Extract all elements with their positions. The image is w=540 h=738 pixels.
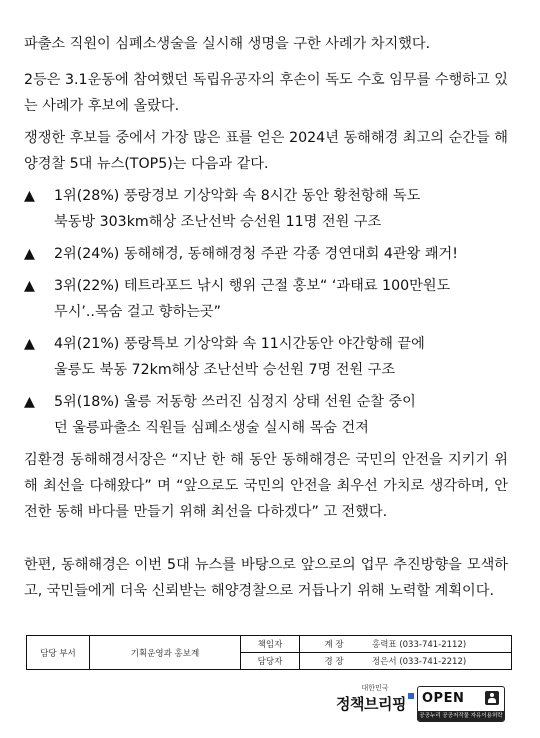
top5-item-3 (24, 273, 508, 325)
triangle-bullet-icon: ▲ (24, 188, 35, 204)
dept-value: 기획운영과 홍보계 (90, 636, 241, 670)
triangle-bullet-icon: ▲ (24, 394, 35, 410)
top5-item-4-line-1: 4위(21%) 풍랑특보 기상악화 속 11시간동안 야간항해 끝에 (54, 336, 425, 352)
policy-briefing-logo (336, 684, 414, 724)
top5-item-2-line-1: 2위(24%) 동해해경, 동해해경청 주관 각종 경연대회 4관왕 쾌거! (54, 246, 458, 262)
top5-item-5-line-2: 던 울릉파출소 직원들 심폐소생술 실시해 목숨 건져 (54, 420, 369, 436)
top5-item-1-line-1: 1위(28%) 풍랑경보 기상악화 속 8시간 동안 황천항해 독도 (54, 188, 421, 204)
role-cell: 담당자 (241, 653, 300, 670)
policy-briefing-logo-text (336, 693, 414, 715)
top5-item-2 (24, 241, 508, 267)
paragraph-quote: 김환경 동해해경서장은 “지난 한 해 동안 동해해경은 국민의 안전을 지키기 위해 최선을 다해왔다” 며 “앞으로도 국민의 안전을 최우선 가치로 생각하며, 안전한 동해 바다를 만들기 위해 최선을 다하겠다” 고 전했다. (24, 452, 508, 520)
contact-row (27, 636, 512, 653)
position-cell: 계 장 (300, 636, 369, 653)
top5-item-3-line-2: 무시’..목숨 걸고 향하는곳” (54, 304, 221, 320)
kogl-open-license-badge (417, 686, 505, 722)
top5-item-5 (24, 389, 508, 441)
top5-item-4 (24, 331, 508, 383)
policy-briefing-logo-small: 대한민국 (361, 684, 389, 692)
person-attribution-icon (485, 691, 499, 705)
role-cell: 책임자 (241, 636, 300, 653)
top5-item-1-line-2: 북동방 303km해상 조난선박 승선원 11명 전원 구조 (54, 214, 382, 230)
open-license-band: 공공누리 공공저작물 자유이용허락 (419, 713, 503, 719)
person-cell: 홍력표 (033-741-2112) (368, 636, 512, 653)
open-word: OPEN (422, 691, 465, 706)
paragraph-1: 파출소 직원이 심폐소생술을 실시해 생명을 구한 사례가 차지했다. (24, 36, 431, 52)
triangle-bullet-icon: ▲ (24, 278, 35, 294)
policy-briefing-logo-word: 정책브리핑 (336, 695, 406, 713)
person-cell: 정은서 (033-741-2212) (368, 653, 512, 670)
dept-label: 담당 부서 (27, 636, 90, 670)
triangle-bullet-icon: ▲ (24, 336, 35, 352)
paragraph-3: 쟁쟁한 후보들 중에서 가장 많은 표를 얻은 2024년 동해해경 최고의 순간들 해양경찰 5대 뉴스(TOP5)는 다음과 같다. (24, 130, 508, 172)
top5-item-4-line-2: 울릉도 북동 72km해상 조난선박 승선원 7명 전원 구조 (54, 362, 396, 378)
square-mark-icon (408, 693, 414, 699)
position-cell: 경 장 (300, 653, 369, 670)
footer-logos (0, 684, 540, 724)
paragraph-closing: 한편, 동해해경은 이번 5대 뉴스를 바탕으로 앞으로의 업무 추진방향을 모색하고, 국민들에게 더욱 신뢰받는 해양경찰으로 거듭나기 위해 노력할 계획이다. (24, 557, 508, 599)
top5-item-5-line-1: 5위(18%) 울릉 저동항 쓰러진 심정지 상태 선원 순찰 중이 (54, 394, 416, 410)
top5-item-1 (24, 183, 508, 235)
triangle-bullet-icon: ▲ (24, 246, 35, 262)
top5-item-3-line-1: 3위(22%) 테트라포드 낚시 행위 근절 홍보“ ‘과태료 100만원도 (54, 278, 451, 294)
paragraph-2: 2등은 3.1운동에 참여했던 독립유공자의 후손이 독도 수호 임무를 수행하고 있는 사례가 후보에 올랐다. (24, 72, 508, 114)
contact-table (26, 635, 512, 670)
